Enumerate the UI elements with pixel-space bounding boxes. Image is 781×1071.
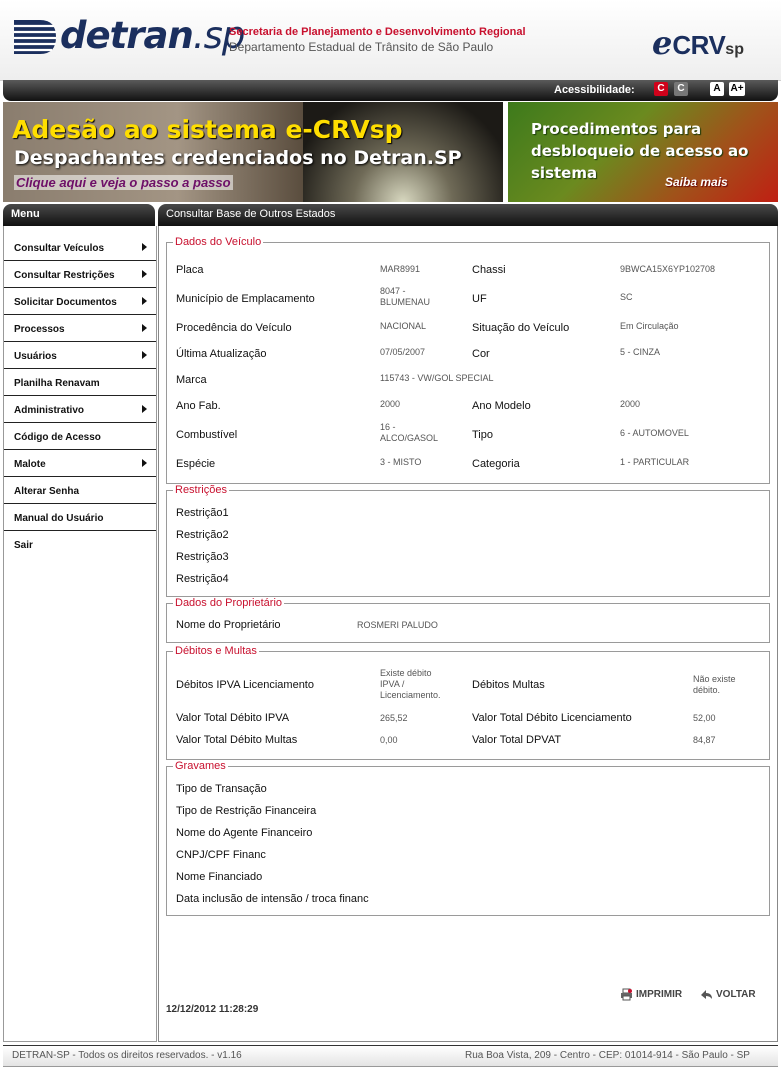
ipva-licensing-debt-label: Débitos IPVA Licenciamento	[176, 679, 314, 691]
species-value: 3 - MISTO	[380, 457, 422, 467]
contrast-red-button[interactable]: C	[654, 82, 668, 96]
municipality-label: Município de Emplacamento	[176, 293, 315, 305]
last-update-value: 07/05/2007	[380, 347, 426, 357]
restriction-4-label: Restrição4	[176, 573, 229, 585]
banner-desbloqueio-text: Procedimentos para desbloqueio de acesso ao sistema	[531, 120, 749, 182]
sidebar-item-label: Sair	[14, 540, 33, 551]
logo-main: detran	[60, 14, 193, 57]
fuel-label: Combustível	[176, 429, 238, 441]
financed-name-label: Nome Financiado	[176, 871, 263, 883]
type-label: Tipo	[472, 429, 493, 441]
sidebar-item-label: Malote	[14, 459, 46, 470]
back-label: VOLTAR	[716, 989, 756, 1001]
year-fab-value: 2000	[380, 399, 401, 409]
category-label: Categoria	[472, 458, 520, 470]
menu-title: Menu	[11, 208, 40, 220]
municipality-value-code: 8047 -	[380, 286, 406, 296]
origin-label: Procedência do Veículo	[176, 322, 292, 334]
total-dpvat-label: Valor Total DPVAT	[472, 734, 562, 746]
uf-label: UF	[472, 293, 487, 305]
owner-legend: Dados do Proprietário	[175, 597, 283, 609]
submenu-arrow-icon	[142, 297, 147, 305]
brand-label: Marca	[176, 374, 207, 386]
total-fines-label: Valor Total Débito Multas	[176, 734, 298, 746]
ecrv-logo-e: e	[652, 24, 673, 62]
total-ipva-value: 265,52	[380, 713, 408, 723]
year-model-label: Ano Modelo	[472, 400, 531, 412]
submenu-arrow-icon	[142, 270, 147, 278]
sidebar-item-label: Processos	[14, 324, 65, 335]
submenu-arrow-icon	[142, 405, 147, 413]
fuel-value-code: 16 -	[380, 422, 396, 432]
debts-legend: Débitos e Multas	[175, 645, 257, 657]
footer-address: Rua Boa Vista, 209 - Centro - CEP: 01014-914 - São Paulo - SP	[465, 1050, 750, 1061]
financial-restriction-type-label: Tipo de Restrição Financeira	[176, 805, 317, 817]
sidebar-item-label: Planilha Renavam	[14, 378, 100, 389]
font-increase-button[interactable]: A+	[730, 83, 744, 94]
submenu-arrow-icon	[142, 351, 147, 359]
submenu-arrow-icon	[142, 243, 147, 251]
chassis-value: 9BWCA15X6YP102708	[620, 264, 716, 274]
sidebar-item-manual-do-usuario[interactable]	[4, 504, 156, 531]
total-licensing-value: 52,00	[693, 713, 716, 723]
print-button[interactable]	[620, 988, 682, 1001]
font-normal-button[interactable]: A	[710, 82, 724, 96]
banner-adesao-link[interactable]: Clique aqui e veja o passo a passo	[16, 175, 231, 190]
restriction-1-label: Restrição1	[176, 507, 229, 519]
ipva-licensing-debt-value-3: Licenciamento.	[380, 690, 441, 700]
sidebar-item-solicitar-documentos[interactable]	[4, 288, 156, 315]
sidebar-item-usuarios[interactable]	[4, 342, 156, 369]
sidebar-item-label: Administrativo	[14, 405, 85, 416]
detran-logo-icon	[10, 16, 58, 58]
year-model-value: 2000	[620, 399, 641, 409]
plate-label: Placa	[176, 264, 204, 276]
banner-saiba-mais-link[interactable]: Saiba mais	[665, 175, 728, 189]
page-title: Consultar Base de Outros Estados	[166, 208, 336, 220]
back-arrow-icon	[700, 988, 713, 1001]
submenu-arrow-icon	[142, 324, 147, 332]
print-icon	[620, 988, 633, 1001]
total-licensing-label: Valor Total Débito Licenciamento	[472, 712, 632, 724]
liens-legend: Gravames	[175, 760, 226, 772]
back-button[interactable]	[700, 988, 756, 1001]
total-dpvat-value: 84,87	[693, 735, 716, 745]
detran-logo-text[interactable]	[60, 14, 244, 57]
brand-value: 115743 - VW/GOL SPECIAL	[380, 373, 494, 383]
type-value: 6 - AUTOMOVEL	[620, 428, 689, 438]
vehicle-data-legend: Dados do Veículo	[175, 236, 262, 248]
sidebar-item-label: Usuários	[14, 351, 57, 362]
municipality-value-name: BLUMENAU	[380, 297, 431, 307]
print-label: IMPRIMIR	[636, 989, 683, 1001]
sidebar-item-administrativo[interactable]	[4, 396, 156, 423]
sidebar-item-label: Manual do Usuário	[14, 513, 104, 524]
departamento-title: Departamento Estadual de Trânsito de São Paulo	[229, 40, 494, 54]
financial-cnpj-cpf-label: CNPJ/CPF Financ	[176, 849, 266, 861]
logo-suffix: .sp	[192, 14, 245, 57]
ecrv-logo	[652, 24, 744, 62]
total-fines-value: 0,00	[380, 735, 398, 745]
fines-debt-value-2: débito.	[693, 685, 721, 695]
footer-copyright: DETRAN-SP - Todos os direitos reservados. - v1.16	[12, 1050, 242, 1061]
species-label: Espécie	[176, 458, 216, 470]
plate-value: MAR8991	[380, 264, 421, 274]
uf-value: SC	[620, 292, 633, 302]
sidebar-item-label: Alterar Senha	[14, 486, 80, 497]
category-value: 1 - PARTICULAR	[620, 457, 690, 467]
total-ipva-label: Valor Total Débito IPVA	[176, 712, 290, 724]
sidebar-item-codigo-de-acesso[interactable]	[4, 423, 156, 450]
ecrv-logo-sp: sp	[725, 41, 744, 58]
sidebar-item-sair[interactable]	[4, 531, 156, 557]
owner-name-label: Nome do Proprietário	[176, 619, 281, 631]
origin-value: NACIONAL	[380, 321, 427, 331]
accessibility-label: Acessibilidade:	[554, 84, 635, 96]
inclusion-date-label: Data inclusão de intensão / troca financ	[176, 893, 369, 905]
contrast-gray-button[interactable]: C	[674, 82, 688, 96]
color-label: Cor	[472, 348, 490, 360]
secretaria-title: Secretaria de Planejamento e Desenvolvimento Regional	[229, 26, 526, 38]
submenu-arrow-icon	[142, 459, 147, 467]
query-timestamp: 12/12/2012 11:28:29	[166, 1004, 259, 1015]
banner-adesao-title: Adesão ao sistema e-CRVsp	[12, 115, 403, 144]
last-update-label: Última Atualização	[176, 348, 267, 360]
restrictions-legend: Restrições	[175, 484, 227, 496]
sidebar-item-processos[interactable]	[4, 315, 156, 342]
banner-adesao-subtitle: Despachantes credenciados no Detran.SP	[14, 147, 462, 169]
transaction-type-label: Tipo de Transação	[176, 783, 267, 795]
sidebar-item-consultar-veiculos[interactable]	[4, 234, 156, 261]
sidebar-item-label: Solicitar Documentos	[14, 297, 117, 308]
vehicle-status-value: Em Circulação	[620, 321, 679, 331]
restriction-2-label: Restrição2	[176, 529, 229, 541]
sidebar-item-label: Código de Acesso	[14, 432, 101, 443]
ecrv-logo-crv: CRV	[672, 30, 726, 60]
sidebar-item-malote[interactable]	[4, 450, 156, 477]
owner-name-value: ROSMERI PALUDO	[357, 620, 438, 630]
sidebar-item-alterar-senha[interactable]	[4, 477, 156, 504]
fuel-value-name: ALCO/GASOL	[380, 433, 439, 443]
restrictions-fieldset	[166, 484, 770, 597]
sidebar-menu	[3, 226, 157, 1042]
ipva-licensing-debt-value-1: Existe débito	[380, 668, 432, 678]
vehicle-status-label: Situação do Veículo	[472, 322, 570, 334]
restriction-3-label: Restrição3	[176, 551, 229, 563]
color-value: 5 - CINZA	[620, 347, 661, 357]
chassis-label: Chassi	[472, 264, 506, 276]
fines-debt-label: Débitos Multas	[472, 679, 545, 691]
financial-agent-name-label: Nome do Agente Financeiro	[176, 827, 313, 839]
sidebar-item-label: Consultar Veículos	[14, 243, 105, 254]
ipva-licensing-debt-value-2: IPVA /	[380, 679, 405, 689]
sidebar-item-planilha-renavam[interactable]	[4, 369, 156, 396]
fines-debt-value-1: Não existe	[693, 674, 736, 684]
sidebar-item-consultar-restricoes[interactable]	[4, 261, 156, 288]
sidebar-item-label: Consultar Restrições	[14, 270, 115, 281]
year-fab-label: Ano Fab.	[176, 400, 221, 412]
